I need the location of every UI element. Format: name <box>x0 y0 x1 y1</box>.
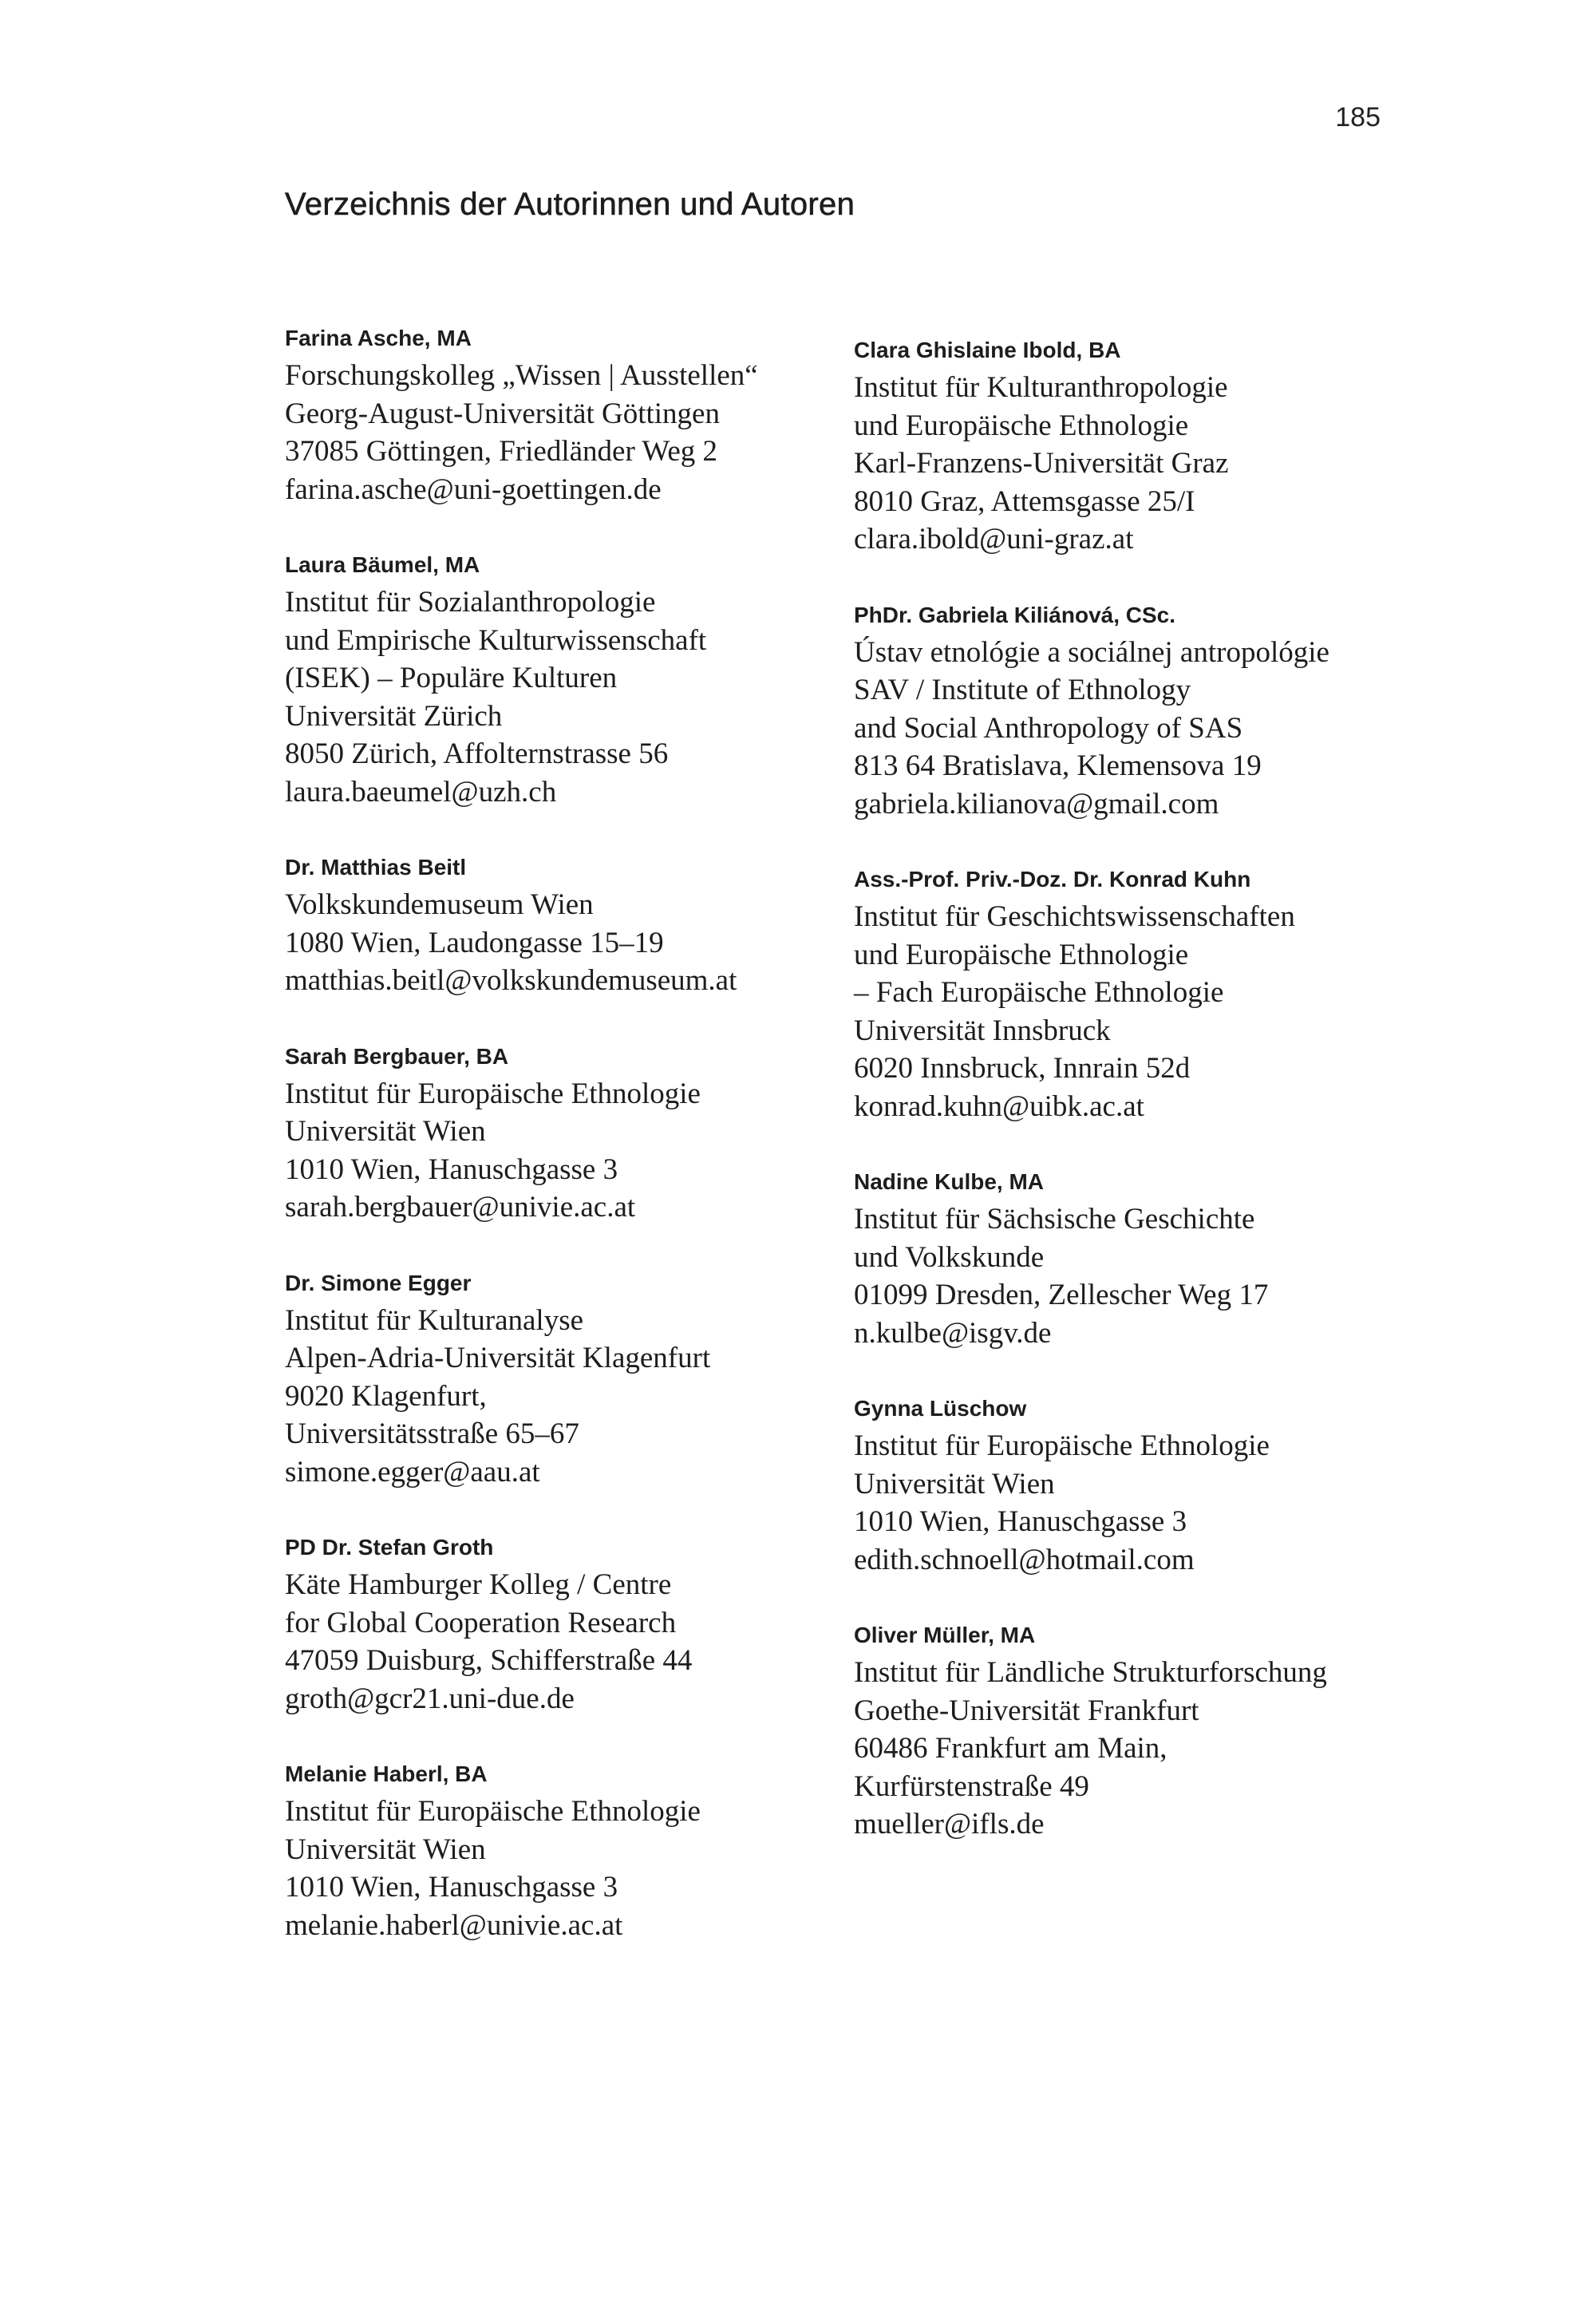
author-name: Sarah Bergbauer, BA <box>285 1043 509 1069</box>
author-entry <box>285 1528 859 1718</box>
address-line: SAV / Institute of Ethnology <box>854 674 1191 706</box>
author-entry <box>285 848 859 1000</box>
author-email: gabriela.kilianova@gmail.com <box>854 787 1219 820</box>
address-line: 01099 Dresden, Zellescher Weg 17 <box>854 1279 1269 1311</box>
author-entry <box>285 1038 859 1227</box>
address-line: Käte Hamburger Kolleg / Centre <box>285 1568 672 1601</box>
address-line: 8050 Zürich, Affolternstrasse 56 <box>285 737 669 770</box>
author-entry <box>854 1163 1428 1352</box>
address-line: Institut für Kulturanalyse <box>285 1303 584 1337</box>
address-line: Institut für Sächsische Geschichte <box>854 1203 1255 1236</box>
author-email: mueller@ifls.de <box>854 1808 1045 1840</box>
address-line: Institut für Ländliche Strukturforschung <box>854 1656 1327 1689</box>
author-email: konrad.kuhn@uibk.ac.at <box>854 1089 1144 1123</box>
author-entry <box>854 596 1428 824</box>
address-line: und Volkskunde <box>854 1240 1045 1274</box>
author-email: sarah.bergbauer@univie.ac.at <box>285 1191 636 1224</box>
author-entry <box>285 1264 859 1492</box>
address-line: Universität Zürich <box>285 699 503 733</box>
address-line: (ISEK) – Populäre Kulturen <box>285 662 618 694</box>
author-entry <box>854 860 1428 1125</box>
address-line: 813 64 Bratislava, Klemensova 19 <box>854 749 1262 782</box>
address-line: Kurfürstenstraße 49 <box>854 1769 1089 1803</box>
author-name: Oliver Müller, MA <box>854 1623 1036 1647</box>
author-name: Farina Asche, MA <box>285 326 472 350</box>
author-email: groth@gcr21.uni-due.de <box>285 1682 575 1715</box>
author-entry <box>854 1616 1428 1844</box>
address-line: 1080 Wien, Laudongasse 15–19 <box>285 926 664 959</box>
author-name: PhDr. Gabriela Kiliánová, CSc. <box>854 602 1176 627</box>
author-name: Melanie Haberl, BA <box>285 1761 488 1786</box>
address-line: for Global Cooperation Research <box>285 1606 677 1639</box>
author-name: Gynna Lüschow <box>854 1396 1027 1421</box>
author-email: n.kulbe@isgv.de <box>854 1316 1052 1350</box>
author-name: Dr. Matthias Beitl <box>285 855 467 880</box>
address-line: Institut für Sozialanthropologie <box>285 586 656 619</box>
address-line: Institut für Europäische Ethnologie <box>854 1429 1270 1462</box>
author-email: laura.baeumel@uzh.ch <box>285 775 557 809</box>
author-email: simone.egger@aau.at <box>285 1455 540 1489</box>
right-column <box>854 331 1428 1881</box>
address-line: Institut für Kulturanthropologie <box>854 371 1228 404</box>
address-line: Universität Wien <box>285 1833 486 1866</box>
address-line: Universität Innsbruck <box>854 1014 1111 1047</box>
address-line: 37085 Göttingen, Friedländer Weg 2 <box>285 435 717 468</box>
address-line: Universität Wien <box>854 1467 1055 1500</box>
page-title: Verzeichnis der Autorinnen und Autoren <box>285 187 855 222</box>
author-email: edith.schnoell@hotmail.com <box>854 1543 1195 1576</box>
address-line: 47059 Duisburg, Schifferstraße 44 <box>285 1644 693 1677</box>
address-line: Institut für Geschichtswissenschaften <box>854 900 1295 933</box>
address-line: und Empirische Kulturwissenschaft <box>285 623 707 657</box>
author-email: farina.asche@uni-goettingen.de <box>285 472 662 506</box>
address-line: 1010 Wien, Hanuschgasse 3 <box>285 1871 618 1904</box>
address-line: and Social Anthropology of SAS <box>854 711 1243 745</box>
address-line: Institut für Europäische Ethnologie <box>285 1795 701 1828</box>
author-name: Laura Bäumel, MA <box>285 552 480 577</box>
address-line: Forschungskolleg „Wissen | Ausstellen“ <box>285 359 758 392</box>
address-line: 8010 Graz, Attemsgasse 25/I <box>854 484 1195 518</box>
left-column <box>285 319 859 1982</box>
address-line: Alpen-Adria-Universität Klagenfurt <box>285 1342 711 1374</box>
author-entry <box>285 319 859 508</box>
author-email: melanie.haberl@univie.ac.at <box>285 1908 623 1942</box>
author-entry <box>285 546 859 811</box>
author-name: Ass.-Prof. Priv.-Doz. Dr. Konrad Kuhn <box>854 867 1251 892</box>
author-name: Dr. Simone Egger <box>285 1270 472 1295</box>
author-email: matthias.beitl@volkskundemuseum.at <box>285 964 737 997</box>
author-name: Clara Ghislaine Ibold, BA <box>854 338 1121 362</box>
address-line: Universität Wien <box>285 1115 486 1148</box>
address-line: und Europäische Ethnologie <box>854 938 1189 971</box>
address-line: Universitätsstraße 65–67 <box>285 1417 579 1450</box>
address-line: 9020 Klagenfurt, <box>285 1379 487 1413</box>
author-email: clara.ibold@uni-graz.at <box>854 523 1134 556</box>
address-line: – Fach Europäische Ethnologie <box>854 976 1224 1009</box>
address-line: Karl-Franzens-Universität Graz <box>854 447 1229 480</box>
author-entry <box>854 1390 1428 1579</box>
address-line: 6020 Innsbruck, Innrain 52d <box>854 1052 1191 1085</box>
address-line: Goethe-Universität Frankfurt <box>854 1694 1199 1727</box>
author-name: Nadine Kulbe, MA <box>854 1169 1045 1194</box>
address-line: Ústav etnológie a sociálnej antropológie <box>854 635 1329 669</box>
author-name: PD Dr. Stefan Groth <box>285 1535 494 1560</box>
author-entry <box>854 331 1428 559</box>
address-line: Volkskundemuseum Wien <box>285 888 594 921</box>
address-line: und Europäische Ethnologie <box>854 409 1189 442</box>
address-line: 60486 Frankfurt am Main, <box>854 1732 1167 1765</box>
address-line: Georg-August-Universität Göttingen <box>285 397 720 430</box>
address-line: 1010 Wien, Hanuschgasse 3 <box>285 1153 618 1186</box>
author-entry <box>285 1755 859 1944</box>
address-line: 1010 Wien, Hanuschgasse 3 <box>854 1505 1187 1538</box>
address-line: Institut für Europäische Ethnologie <box>285 1077 701 1110</box>
page-number: 185 <box>1335 102 1381 132</box>
